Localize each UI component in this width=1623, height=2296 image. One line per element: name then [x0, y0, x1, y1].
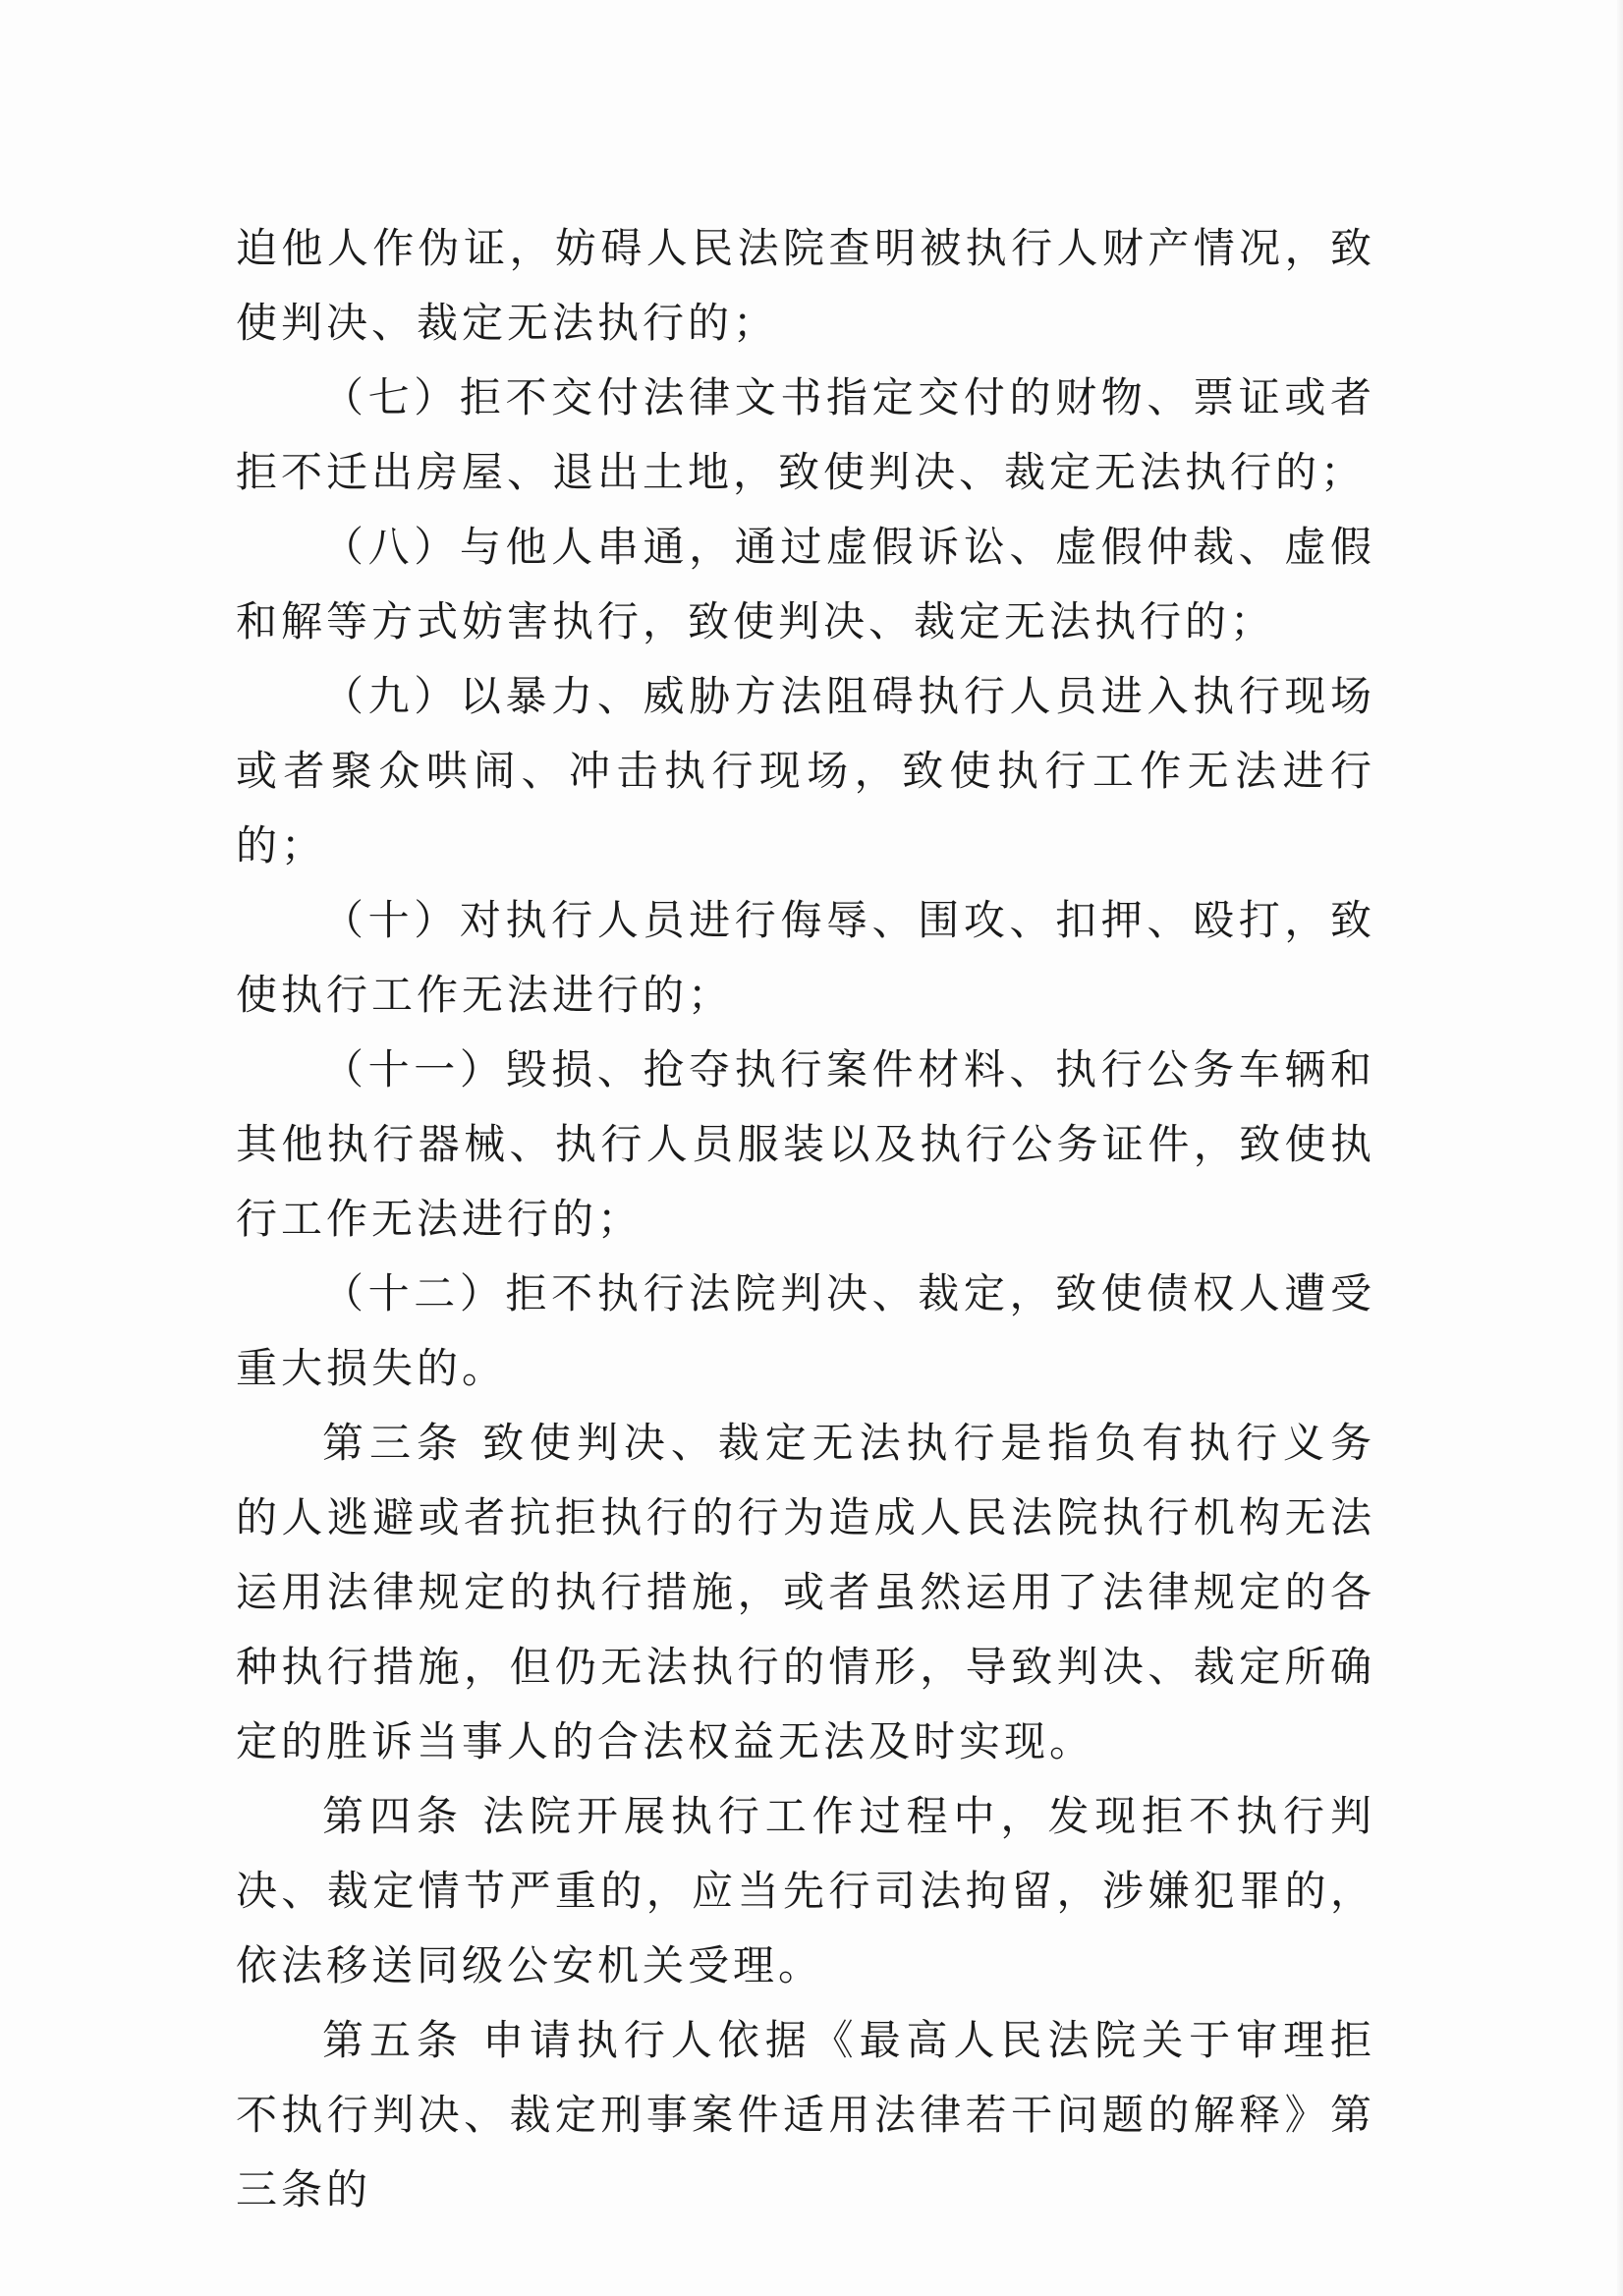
paragraph-item-9: （九）以暴力、威胁方法阻碍执行人员进入执行现场或者聚众哄闹、冲击执行现场，致使执行工作无法进行的； [236, 672, 1375, 869]
paragraph-article-5: 第五条 申请执行人依据《最高人民法院关于审理拒不执行判决、裁定刑事案件适用法律若干问题的解释》第三条的 [236, 2016, 1375, 2213]
paragraph-article-3: 第三条 致使判决、裁定无法执行是指负有执行义务的人逃避或者抗拒执行的行为造成人民法院执行机构无法运用法律规定的执行措施，或者虽然运用了法律规定的各种执行措施，但仍无法执行的情形，导致判决、裁定所确定的胜诉当事人的合法权益无法及时实现。 [236, 1419, 1375, 1765]
paragraph-item-8: （八）与他人串通，通过虚假诉讼、虚假仲裁、虚假和解等方式妨害执行，致使判决、裁定无法执行的； [236, 523, 1375, 645]
paragraph-article-4: 第四条 法院开展执行工作过程中，发现拒不执行判决、裁定情节严重的，应当先行司法拘留，涉嫌犯罪的，依法移送同级公安机关受理。 [236, 1792, 1375, 1989]
scan-edge-shadow [1617, 0, 1623, 2296]
paragraph-continuation: 迫他人作伪证，妨碍人民法院查明被执行人财产情况，致使判决、裁定无法执行的； [236, 224, 1375, 347]
document-body [236, 211, 1375, 2227]
paragraph-item-12: （十二）拒不执行法院判决、裁定，致使债权人遭受重大损失的。 [236, 1269, 1375, 1392]
paragraph-item-11: （十一）毁损、抢夺执行案件材料、执行公务车辆和其他执行器械、执行人员服装以及执行公务证件，致使执行工作无法进行的； [236, 1045, 1375, 1243]
paragraph-item-10: （十）对执行人员进行侮辱、围攻、扣押、殴打，致使执行工作无法进行的； [236, 896, 1375, 1019]
paragraph-item-7: （七）拒不交付法律文书指定交付的财物、票证或者拒不迁出房屋、退出土地，致使判决、裁定无法执行的； [236, 373, 1375, 496]
